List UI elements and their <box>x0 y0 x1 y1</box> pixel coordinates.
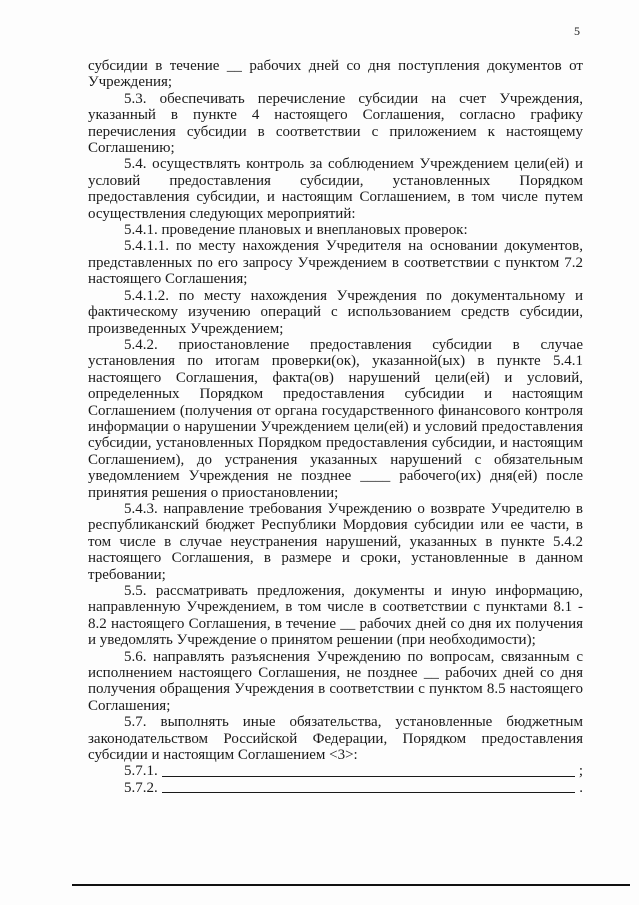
page-number: 5 <box>574 24 580 38</box>
fill-line-number: 5.7.2. <box>124 779 158 796</box>
document-body <box>88 58 583 796</box>
blank-underline <box>162 792 576 793</box>
fill-line-number: 5.7.1. <box>124 763 158 780</box>
scan-edge-line <box>72 884 630 886</box>
paragraph-5-4-1: 5.4.1. проведение плановых и внеплановых проверок: <box>124 222 468 239</box>
fill-line-5-7-2 <box>88 780 583 796</box>
paragraph-5-5: 5.5. рассматривать предложения, документы и иную информацию, направленную Учреждением, в том числе в соответствии с пунктами 8.1 - 8.2 настоящего Соглашения, в течение __ рабочих дней со дня их получения и уведомлять Учреждение о принятом решении (при необходимости); <box>88 583 583 649</box>
paragraph-5-3: 5.3. обеспечивать перечисление субсидии на счет Учреждения, указанный в пункте 4 настоящего Соглашения, согласно графику перечисления субсидии в соответствии с приложением к настоящему Соглашению; <box>88 90 583 157</box>
fill-line-5-7-1 <box>88 763 583 779</box>
paragraph-5-4: 5.4. осуществлять контроль за соблюдением Учреждением цели(ей) и условий предоставления субсидии, установленных Порядком предоставления субсидии, и настоящим Соглашением, в том числе путем осуществления следующих мероприятий: <box>88 156 583 222</box>
paragraph-5-7: 5.7. выполнять иные обязательства, установленные бюджетным законодательством Российской Федерации, Порядком предоставления субсидии и настоящим Соглашением <3>: <box>88 714 583 764</box>
blank-underline <box>162 776 575 777</box>
paragraph-5-4-3: 5.4.3. направление требования Учреждению о возврате Учредителю в республиканский бюджет Республики Мордовия субсидии или ее части, в том числе в случае неустранения нарушений, указанных в пункте 5.4.2 настоящего Соглашения, в размере и сроки, установленные в данном требовании; <box>88 500 583 583</box>
fill-line-end: ; <box>578 763 583 780</box>
fill-line-end: . <box>579 779 583 796</box>
paragraph-continuation: субсидии в течение __ рабочих дней со дня поступления документов от Учреждения; <box>88 58 583 91</box>
paragraph-5-4-2: 5.4.2. приостановление предоставления субсидии в случае установления по итогам проверки(ок), указанной(ых) в пункте 5.4.1 настоящего Соглашения, факта(ов) нарушений цели(ей) и условий, определенных Порядком предоставления субсидии и настоящим Соглашением (получения от органа государственного финансового контроля информации о нарушении Учреждением цели(ей) и условий предоставления субсидии, установленных Порядком предоставления субсидии, и настоящим Соглашением), до устранения указанных нарушений с обязательным уведомлением Учреждения не позднее ____ рабочего(их) дня(ей) после принятия решения о приостановлении; <box>88 336 583 501</box>
paragraph-5-6: 5.6. направлять разъяснения Учреждению по вопросам, связанным с исполнением настоящего Соглашения, не позднее __ рабочих дней со дня получения обращения Учреждения в соответствии с пунктом 8.5 настоящего Соглашения; <box>88 648 583 714</box>
paragraph-5-4-1-2: 5.4.1.2. по месту нахождения Учреждения по документальному и фактическому изучению операций с использованием средств субсидии, произведенных Учреждением; <box>88 287 583 337</box>
paragraph-5-4-1-1: 5.4.1.1. по месту нахождения Учредителя на основании документов, представленных по его запросу Учреждением в соответствии с пунктом 7.2 настоящего Соглашения; <box>88 238 583 288</box>
